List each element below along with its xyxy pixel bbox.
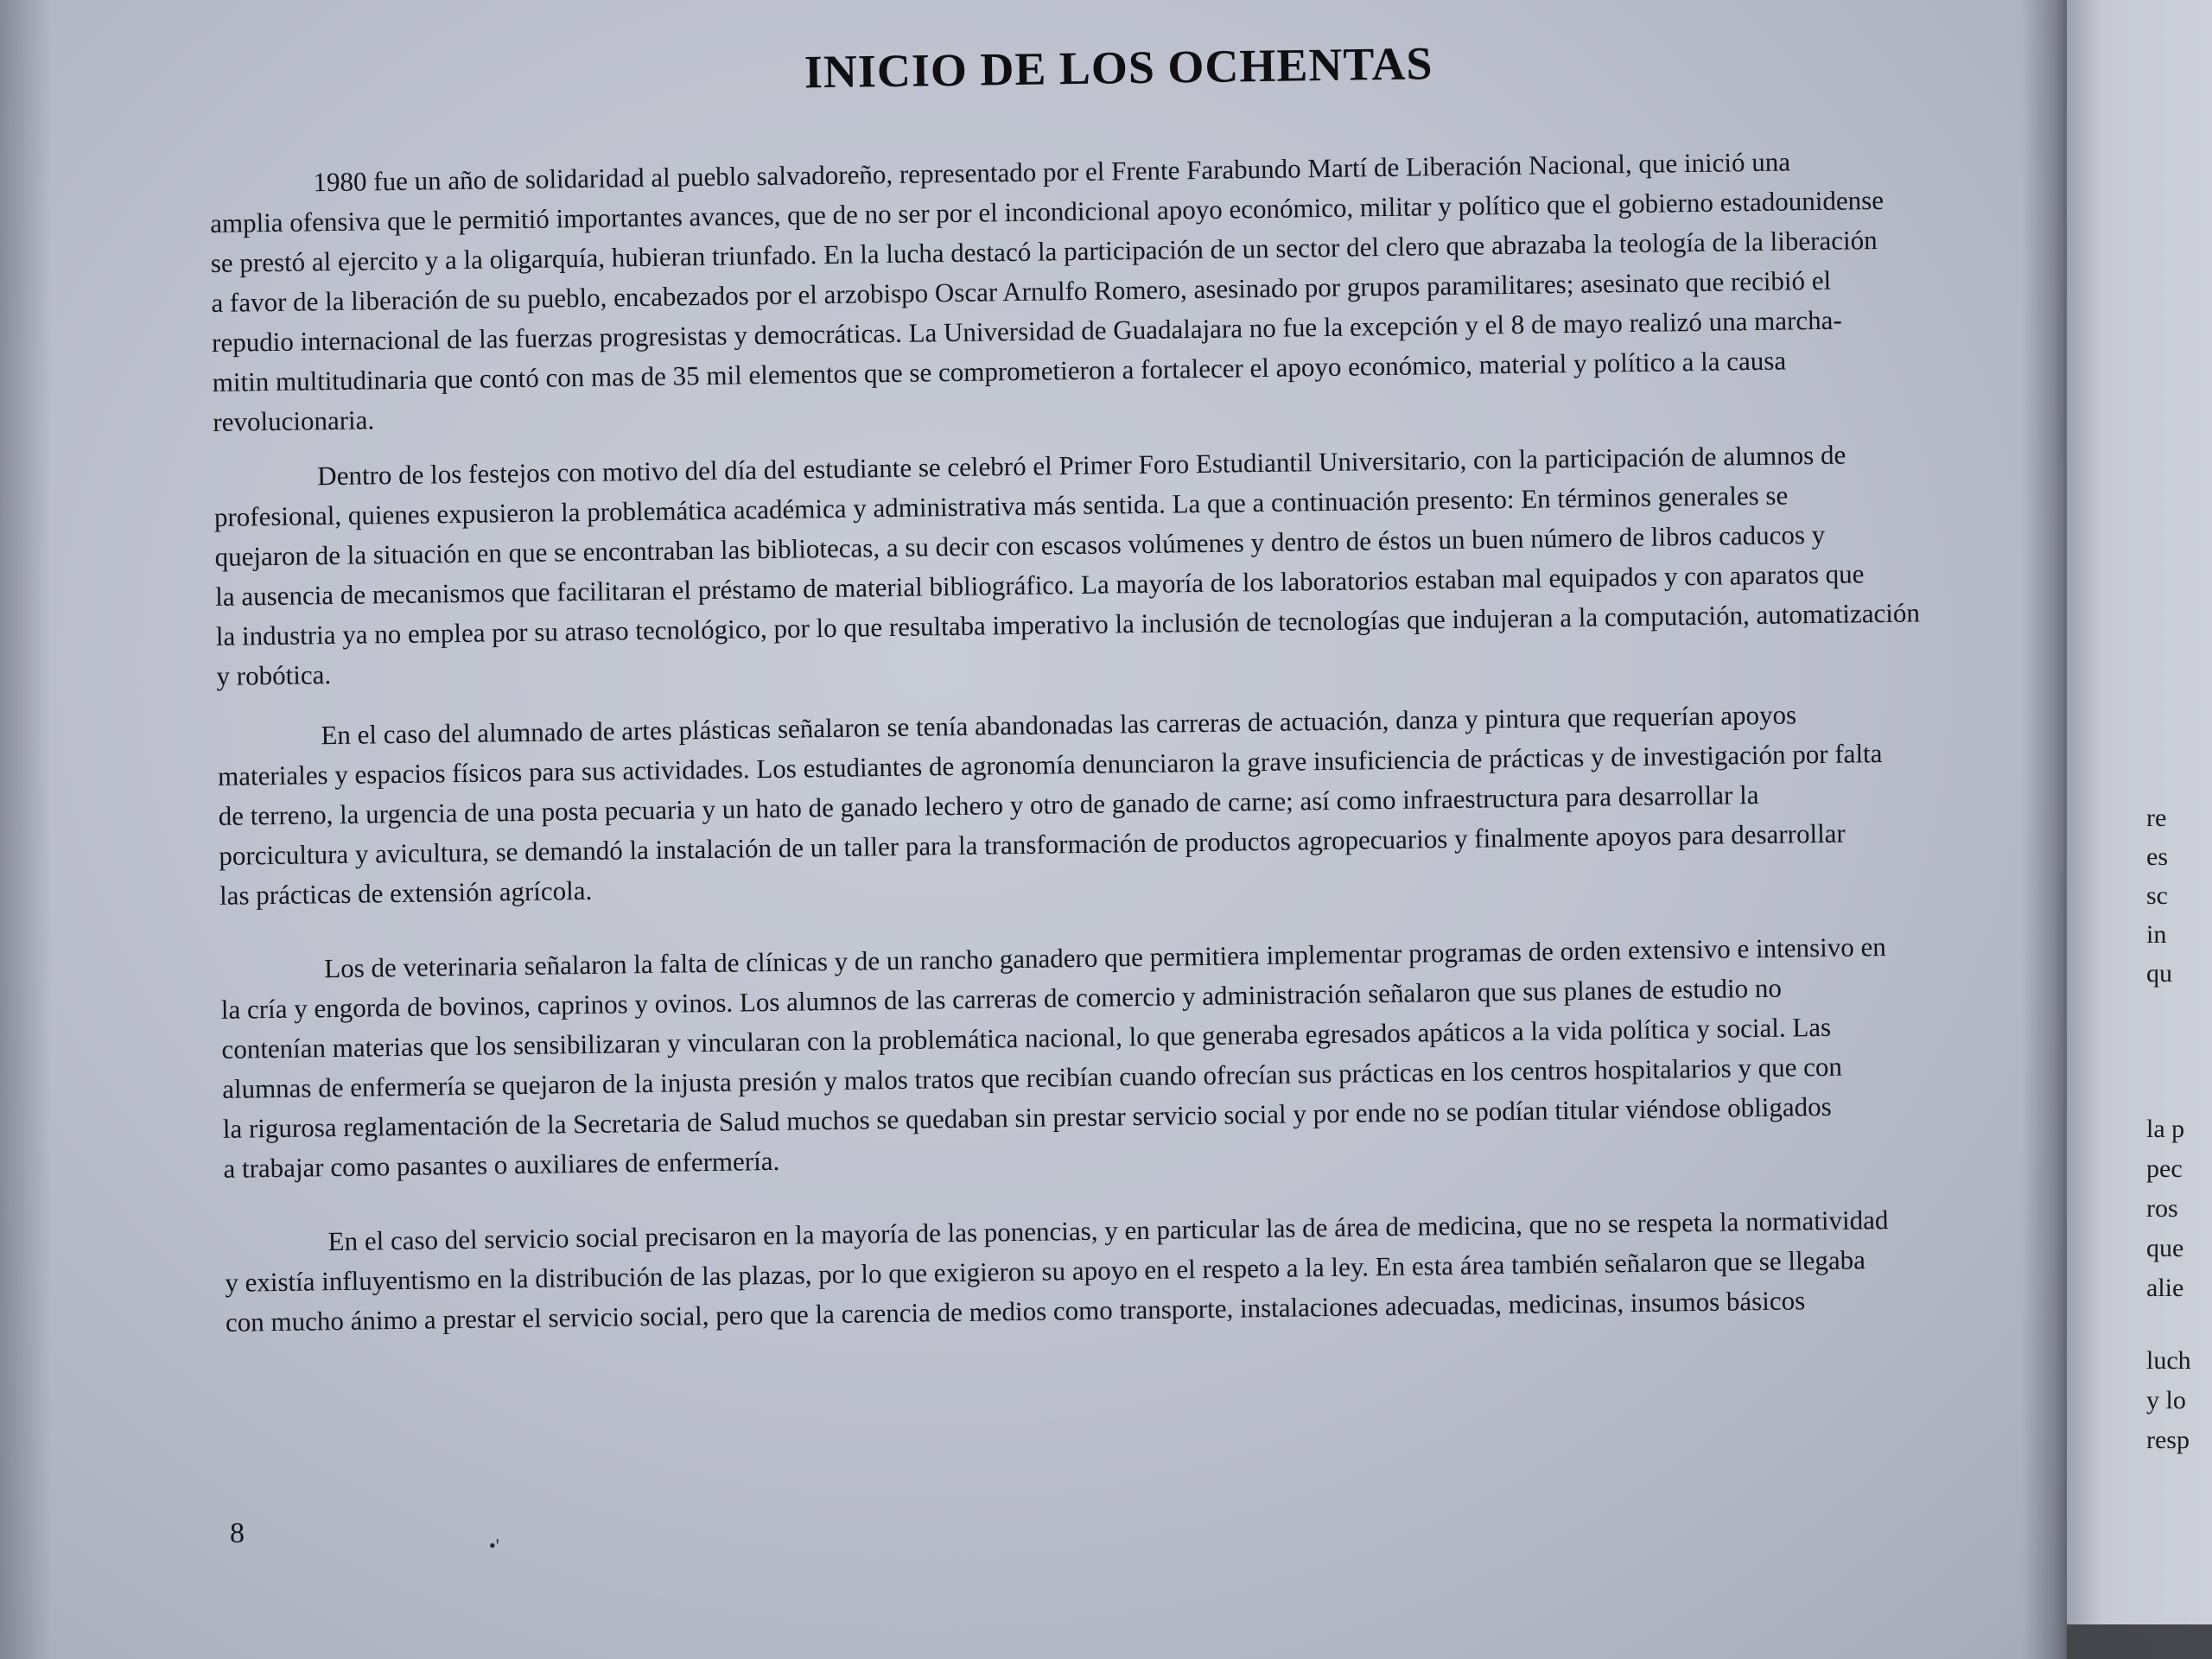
adjacent-page-text: resp bbox=[2146, 1426, 2190, 1454]
adjacent-page-text: re bbox=[2146, 804, 2167, 832]
text-line: contenían materias que los sensibilizaran y vincularan con la problemática nacional, lo que generaba egresados apáticos a la vida política y social. Las bbox=[221, 1011, 1832, 1065]
adjacent-page-text: sc bbox=[2146, 881, 2168, 910]
adjacent-page-text: luch bbox=[2146, 1346, 2191, 1375]
text-line: alumnas de enfermería se quejaron de la injusta presión y malos tratos que recibían cuando ofrecían sus prácticas en los centros hospitalarios y que con bbox=[221, 1051, 1843, 1104]
text-line: de terreno, la urgencia de una posta pecuaria y un hato de ganado lechero y otro de ganado de carne; así como infraestructura para desarrollar la bbox=[218, 779, 1759, 831]
page-number: 8 bbox=[230, 1517, 245, 1549]
text-line: 1980 fue un año de solidaridad al pueblo salvadoreño, representado por el Frente Farabundo Martí de Liberación Nacional, que inició una bbox=[313, 146, 1791, 198]
text-line: a trabajar como pasantes o auxiliares de enfermería. bbox=[223, 1145, 780, 1184]
page-edge-shadow bbox=[0, 0, 52, 1659]
text-line: En el caso del alumnado de artes plásticas señalaron se tenía abandonadas las carreras de actuación, danza y pintura que requerían apoyos bbox=[321, 699, 1797, 751]
paragraph-1 bbox=[209, 138, 2067, 442]
text-line: y robótica. bbox=[216, 659, 332, 691]
text-line: materiales y espacios físicos para sus actividades. Los estudiantes de agronomía denunciaron la grave insuficiencia de prácticas y de investigación por falta bbox=[217, 738, 1883, 791]
adjacent-page-text: es bbox=[2146, 842, 2168, 871]
text-line: Dentro de los festejos con motivo del día del estudiante se celebró el Primer Foro Estudiantil Universitario, con la participación de alumnos de bbox=[317, 439, 1847, 492]
paragraph-5 bbox=[224, 1198, 2067, 1343]
text-line: mitin multitudinaria que contó con mas de 35 mil elementos que se comprometieron a fortalecer el apoyo económico, material y político a la causa bbox=[212, 345, 1787, 397]
paragraph-4 bbox=[220, 925, 2067, 1189]
paragraph-2 bbox=[213, 432, 2067, 696]
adjacent-page-text: y lo bbox=[2146, 1386, 2186, 1414]
adjacent-page-text: qu bbox=[2146, 959, 2172, 988]
adjacent-page-text: pec bbox=[2146, 1154, 2183, 1183]
text-line: revolucionaria. bbox=[213, 404, 375, 437]
text-line: y existía influyentismo en la distribución de las plazas, por lo que exigieron su apoyo en el respeto a la ley. En esta área también señalaron que se llegaba bbox=[225, 1244, 1866, 1298]
text-line: Los de veterinaria señalaron la falta de clínicas y de un rancho ganadero que permitiera implementar programas de orden extensivo e intensivo en bbox=[323, 931, 1886, 984]
page-title: INICIO DE LOS OCHENTAS bbox=[804, 37, 1433, 99]
text-line: En el caso del servicio social precisaron en la mayoría de las ponencias, y en particular las de área de medicina, que no se respeta la normatividad bbox=[327, 1204, 1889, 1257]
text-line: a favor de la liberación de su pueblo, encabezados por el arzobispo Oscar Arnulfo Romero, asesinado por grupos paramilitares; asesinato que recibió el bbox=[211, 264, 1832, 318]
text-line: amplia ofensiva que le permitió importantes avances, que de no ser por el incondicional apoyo económico, militar y político que el gobierno estadounidense bbox=[209, 184, 1885, 238]
text-line: porcicultura y avicultura, se demandó la instalación de un taller para la transformación de productos agropecuarios y finalmente apoyos para desarrollar bbox=[219, 817, 1846, 871]
adjacent-page-text: in bbox=[2146, 920, 2167, 949]
adjacent-page-text: la p bbox=[2146, 1115, 2185, 1143]
paragraph-3 bbox=[217, 691, 2067, 916]
text-line: la rigurosa reglamentación de la Secretaria de Salud muchos se quedaban sin prestar servicio social y por ende no se podían titular viéndose obligados bbox=[222, 1090, 1832, 1144]
page-content bbox=[207, 0, 2065, 1338]
ink-speck: •' bbox=[489, 1535, 499, 1556]
text-line: la cría y engorda de bovinos, caprinos y ovinos. Los alumnos de las carreras de comercio y administración señalaron que sus planes de estudio no bbox=[220, 972, 1783, 1025]
text-line: se prestó al ejercito y a la oligarquía, hubieran triunfado. En la lucha destacó la participación de un sector del clero que abrazaba la teología de la liberación bbox=[210, 225, 1878, 278]
text-line: quejaron de la situación en que se encontraban las bibliotecas, a su decir con escasos volúmenes y dentro de éstos un buen número de libros caducos y bbox=[214, 518, 1826, 572]
book-gutter-shadow bbox=[2022, 0, 2067, 1659]
adjacent-page-text: que bbox=[2146, 1234, 2184, 1262]
text-line: con mucho ánimo a prestar el servicio social, pero que la carencia de medios como transporte, instalaciones adecuadas, medicinas, insumos básicos bbox=[225, 1285, 1806, 1338]
text-line: las prácticas de extensión agrícola. bbox=[219, 874, 593, 911]
adjacent-page-text: ros bbox=[2146, 1194, 2178, 1223]
text-line: repudio internacional de las fuerzas progresistas y democráticas. La Universidad de Guadalajara no fue la excepción y el 8 de mayo realizó una marcha- bbox=[211, 304, 1842, 358]
adjacent-page-text: alie bbox=[2146, 1274, 2184, 1302]
text-line: profesional, quienes expusieron la problemática académica y administrativa más sentida. La que a continuación presento: En términos generales se bbox=[213, 480, 1789, 532]
text-line: la ausencia de mecanismos que facilitaran el préstamo de material bibliográfico. La mayoría de los laboratorios estaban mal equipados y con aparatos que bbox=[214, 558, 1865, 612]
adjacent-page bbox=[2067, 0, 2212, 1624]
text-line: la industria ya no emplea por su atraso tecnológico, por lo que resultaba imperativo la inclusión de tecnologías que indujeran a la computación, automatización bbox=[215, 597, 1921, 652]
